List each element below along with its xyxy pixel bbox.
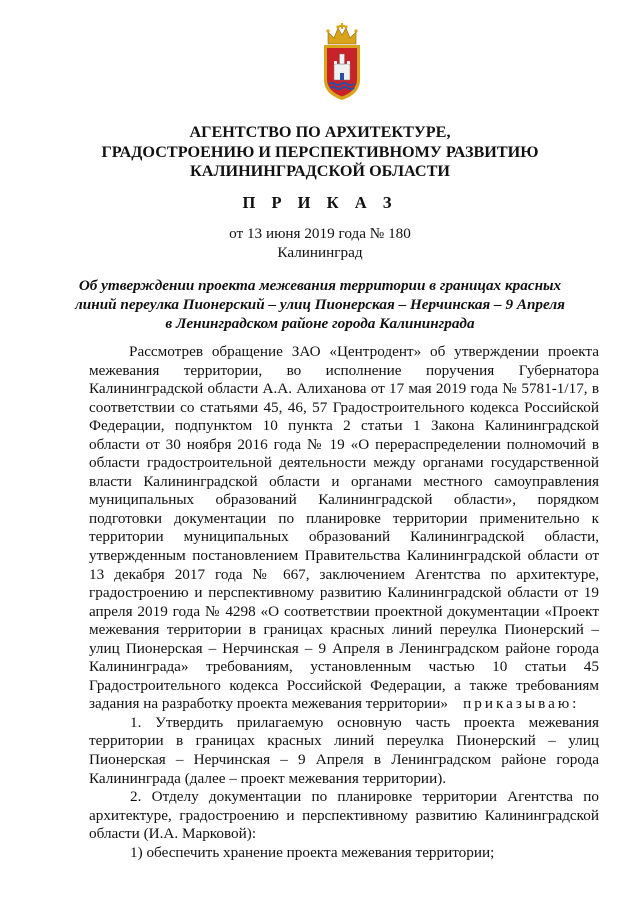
list-item: 1) обеспечить хранение проекта межевания территории; [130, 843, 495, 861]
order-title: П Р И К А З [242, 193, 398, 212]
subject-line: линий переулка Пионерский – улиц Пионерская – Нерчинская – 9 Апреля [75, 296, 565, 313]
preamble-paragraph [89, 343, 599, 714]
agency-line: КАЛИНИНГРАДСКОЙ ОБЛАСТИ [190, 162, 450, 180]
coat-of-arms-icon [319, 22, 365, 102]
order-date-block [60, 225, 580, 262]
list-item: 1. Утвердить прилагаемую основную часть проекта межевания территории в границах красных линий переулка Пионерский – улиц Пионерская – Нерчинская – 9 Апреля в Ленинградском районе города Калининграда (далее – проект межевания территории). [89, 713, 599, 787]
order-subject [60, 276, 580, 333]
subject-line: Об утверждении проекта межевания территории в границах красных [78, 277, 562, 294]
decree-word: приказываю: [463, 695, 580, 713]
order-city: Калининград [277, 243, 363, 261]
agency-line: ГРАДОСТРОЕНИЮ И ПЕРСПЕКТИВНОМУ РАЗВИТИЮ [101, 142, 539, 161]
order-date: от 13 июня 2019 года № 180 [229, 225, 411, 242]
order-body [89, 343, 599, 862]
agency-name [60, 123, 580, 182]
list-item: 2. Отделу документации по планировке территории Агентства по архитектуре, градостроению и перспективному развитию Калининградской области (И.А. Марковой): [89, 788, 599, 843]
agency-line: АГЕНТСТВО ПО АРХИТЕКТУРЕ, [189, 123, 451, 141]
subject-line: в Ленинградском районе города Калининграда [165, 315, 475, 332]
preamble-text: Рассмотрев обращение ЗАО «Центродент» об утверждении проекта межевания территории, во исполнение поручения Губернатора Калининградской области А.А. Алиханова от 17 мая 2019 года № 5781-1/17, в соответствии со статьями 45, 46, 57 Градостроительного кодекса Российской Федерации, подпунктом 10 пункта 2 статьи 1 Закона Калининградской области от 30 ноября 2016 года № 19 «О перераспределении полномочий в области градостроительной деятельности между органами государственной власти Калининградской области и органами местного самоуправления муниципальных образований Калининградской области», порядком подготовки документации по планировке территории применительно к территории муниципальных образований Калининградской области, утвержденным постановлением Правительства Калининградской области от 13 декабря 2017 года № 667, заключением Агентства по архитектуре, градостроению и перспективному развитию Калининградской области от 19 апреля 2019 года № 4298 «О соответствии проектной документации «Проект межевания территории в границах красных линий переулка Пионерский – улиц Пионерская – Нерчинская – 9 Апреля в Ленинградском районе города Калининграда» требованиям, установленным частью 10 статьи 45 Градостроительного кодекса Российской Федерации, а также требованиям задания на разработку проекта межевания территории» [89, 343, 599, 713]
